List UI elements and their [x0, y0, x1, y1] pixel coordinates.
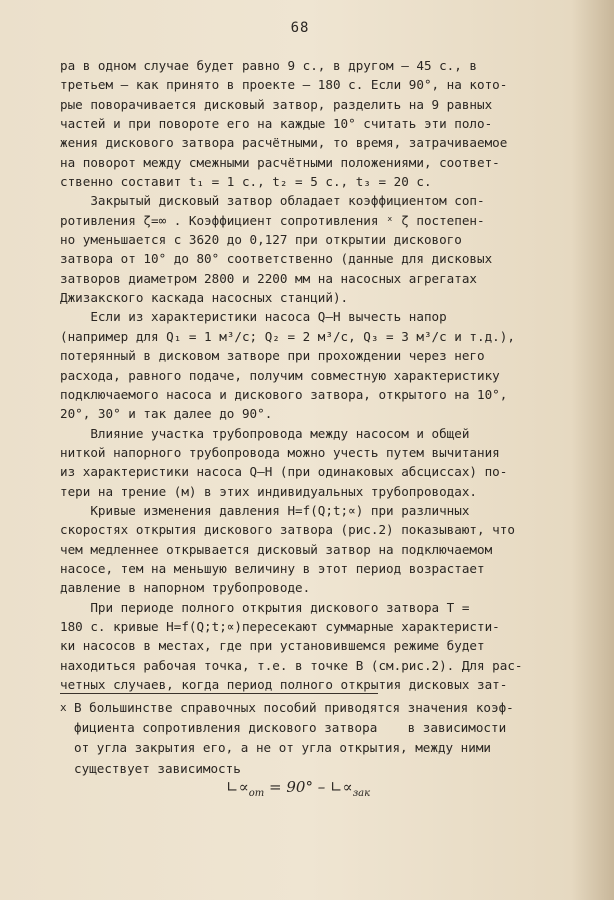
text-line: четных случаев, когда период полного открытия дисковых зат-	[60, 677, 508, 692]
text-line: на поворот между смежными расчётными положениями, соответ-	[60, 154, 500, 170]
page-number: 68	[290, 20, 310, 36]
text-line: При периоде полного открытия дискового затвора T =	[60, 599, 470, 615]
text-line: расхода, равного подаче, получим совместную характеристику	[60, 367, 500, 383]
footnote-divider	[60, 693, 378, 694]
main-text	[60, 56, 590, 694]
text-line: 180 с. кривые H=f(Q;t;∝)пересекают суммарные характеристи-	[60, 618, 500, 634]
text-line: подключаемого насоса и дискового затвора, открытого на 10°,	[60, 386, 508, 402]
text-line: ки насосов в местах, где при установившемся режиме будет	[60, 638, 485, 654]
angle-formula	[226, 778, 370, 799]
text-line: давление в напорном трубопроводе.	[60, 580, 311, 596]
text-line: ротивления ζ=∞ . Коэффициент сопротивления ˣ ζ постепен-	[60, 212, 485, 228]
text-line: ра в одном случае будет равно 9 с., в другом – 45 с., в	[60, 58, 478, 73]
text-line: третьем – как принято в проекте – 180 с. Если 90°, на кото-	[60, 77, 508, 93]
formula-lhs: ∟∝	[226, 778, 249, 796]
text-line: из характеристики насоса Q–H (при одинаковых абсциссах) по-	[60, 464, 508, 480]
text-line: Влияние участка трубопровода между насосом и общей	[60, 425, 470, 441]
text-line: Джизакского каскада насосных станций).	[60, 290, 349, 306]
footnote-mark: x	[60, 701, 67, 714]
text-line: Если из характеристики насоса Q–H вычесть напор	[60, 309, 447, 325]
text-line: чем медленнее открывается дисковый затвор на подключаемом	[60, 541, 493, 557]
footnote-line: от угла закрытия его, а не от угла открытия, между ними	[74, 740, 492, 756]
text-line: жения дискового затвора расчётными, то время, затрачиваемое	[60, 135, 508, 151]
text-line: находиться рабочая точка, т.е. в точке В (см.рис.2). Для рас-	[60, 657, 523, 673]
footnote	[60, 698, 590, 779]
text-line: затворов диаметром 2800 и 2200 мм на насосных агрегатах	[60, 270, 478, 286]
text-line: (например для Q₁ = 1 м³/с; Q₂ = 2 м³/с, Q₃ = 3 м³/с и т.д.),	[60, 328, 515, 344]
text-line: частей и при повороте его на каждые 10° считать эти поло-	[60, 116, 493, 132]
text-line: но уменьшается с 3620 до 0,127 при открытии дискового	[60, 232, 462, 248]
text-line: рые поворачивается дисковый затвор, разделить на 9 равных	[60, 96, 493, 112]
text-line: тери на трение (м) в этих индивидуальных трубопроводах.	[60, 483, 478, 499]
text-line: Закрытый дисковый затвор обладает коэффициентом соп-	[60, 193, 485, 209]
formula-rhs-subscript: зак	[352, 788, 371, 799]
text-line: потерянный в дисковом затворе при прохождении через него	[60, 348, 485, 364]
text-line: насосе, тем на меньшую величину в этот период возрастает	[60, 560, 485, 576]
formula-lhs-subscript: от	[248, 788, 265, 799]
text-line: 20°, 30° и так далее до 90°.	[60, 406, 273, 422]
formula-middle: = 90° – ∟∝	[264, 778, 353, 796]
text-line: скоростях открытия дискового затвора (рис.2) показывают, что	[60, 522, 515, 538]
text-line: ственно составит t₁ = 1 с., t₂ = 5 с., t₃ = 20 с.	[60, 174, 432, 190]
text-line: Кривые изменения давления H=f(Q;t;∝) при различных	[60, 502, 470, 518]
footnote-line: существует зависимость	[74, 760, 241, 776]
text-line: затвора от 10° до 80° соответственно (данные для дисковых	[60, 251, 493, 267]
footnote-line: В большинстве справочных пособий приводятся значения коэф-	[74, 700, 514, 715]
footnote-line: фициента сопротивления дискового затвора в зависимости	[74, 720, 507, 736]
text-line: ниткой напорного трубопровода можно учесть путем вычитания	[60, 444, 500, 460]
